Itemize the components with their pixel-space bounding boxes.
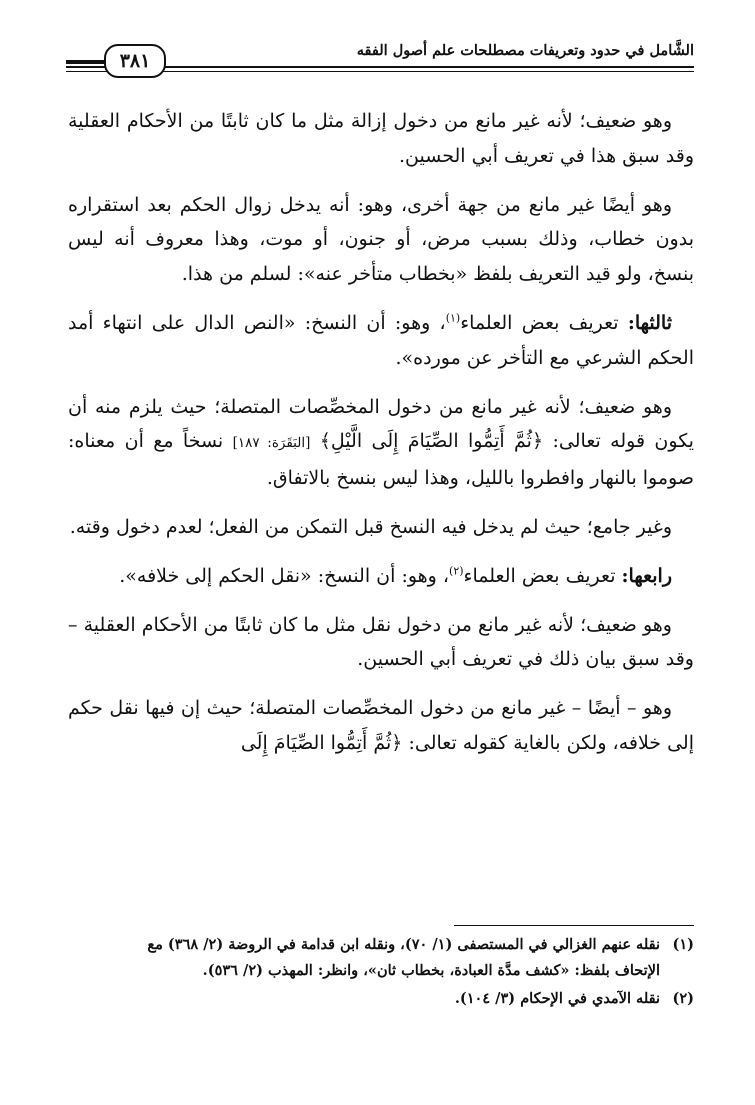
paragraph xyxy=(68,306,694,376)
text-run: تعريف بعض العلماء xyxy=(463,564,616,587)
paragraph xyxy=(68,691,694,761)
quran-verse: ﴿ثُمَّ أَتِمُّوا الصِّيَامَ إِلَى الَّيْلِ﴾ xyxy=(319,430,544,453)
footnote-text: نقله عنهم الغزالي في المستصفى (١/ ٧٠)، ونقله ابن قدامة في الروضة (٢/ ٣٦٨) مع xyxy=(147,936,660,953)
section-lead: رابعها: xyxy=(621,564,672,587)
text-run: ، وهو: أن النسخ: «النص الدال على انتهاء أمد الحكم الشرعي مع التأخر عن مورده». xyxy=(68,311,694,369)
text-run: وهو – أيضًا – غير مانع من دخول المخصِّصات المتصلة؛ حيث إن فيها نقل حكم إلى خلافه، ولكن بالغاية كقوله تعالى: xyxy=(68,697,694,754)
header-ornament-rule xyxy=(66,60,106,64)
text-run: ، وهو: أن النسخ: «نقل الحكم إلى خلافه». xyxy=(119,564,450,587)
paragraph: وهو أيضًا غير مانع من جهة أخرى، وهو: أنه يدخل زوال الحكم بعد استقراره بدون خطاب، وذلك بسبب مرض، أو جنون، أو موت، وهذا معروف أنه ليس بنسخ، ولو قيد التعريف بلفظ «بخطاب متأخر عنه»: لسلم من هذا. xyxy=(68,193,694,286)
text-run: وهو ضعيف؛ لأنه غير مانع من دخول المخصِّصات المتصلة؛ حيث يلزم منه أن يكون قوله تعالى: xyxy=(68,395,694,453)
footnote-ref[interactable]: (١) xyxy=(445,311,461,325)
quran-verse: ﴿ثُمَّ أَتِمُّوا الصِّيَامَ إِلَى xyxy=(240,731,403,754)
footnote-number: (١) xyxy=(672,936,694,953)
footnote-ref[interactable]: (٢) xyxy=(449,564,464,578)
main-text xyxy=(68,104,694,775)
paragraph xyxy=(68,390,694,496)
footnote xyxy=(68,986,694,1012)
section-lead: ثالثها: xyxy=(627,311,672,334)
footnotes xyxy=(68,932,694,1014)
page-header xyxy=(66,38,694,86)
footnote-separator xyxy=(454,925,694,926)
text-run: تعريف بعض العلماء xyxy=(460,311,619,334)
paragraph xyxy=(68,559,694,594)
footnote-text: نقله الآمدي في الإحكام (٣/ ١٠٤). xyxy=(454,990,660,1007)
running-title: الشَّامل في حدود وتعريفات مصطلحات علم أصول الفقه xyxy=(356,42,694,59)
footnote xyxy=(68,932,694,984)
footnote-text: الإتحاف بلفظ: «كشف مدَّة العبادة، بخطاب ثان»، وانظر: المهذب (٢/ ٥٣٦). xyxy=(202,962,660,979)
verse-reference: [البَقَرَة: ١٨٧] xyxy=(232,435,311,452)
footnote-number: (٢) xyxy=(672,990,694,1007)
page-number: ٣٨١ xyxy=(104,44,166,78)
text-run: نسخاً مع أن معناه: صوموا بالنهار وافطروا بالليل، وهذا ليس بنسخ بالاتفاق. xyxy=(68,430,694,490)
paragraph: وهو ضعيف؛ لأنه غير مانع من دخول إزالة مثل ما كان ثابتًا من الأحكام العقلية وقد سبق هذا في تعريف أبي الحسين. xyxy=(68,110,694,167)
paragraph: وغير جامع؛ حيث لم يدخل فيه النسخ قبل التمكن من الفعل؛ لعدم دخول وقته. xyxy=(69,515,672,538)
paragraph: وهو ضعيف؛ لأنه غير مانع من دخول نقل مثل ما كان ثابتًا من الأحكام العقلية – وقد سبق بيان ذلك في تعريف أبي الحسين. xyxy=(68,613,694,671)
